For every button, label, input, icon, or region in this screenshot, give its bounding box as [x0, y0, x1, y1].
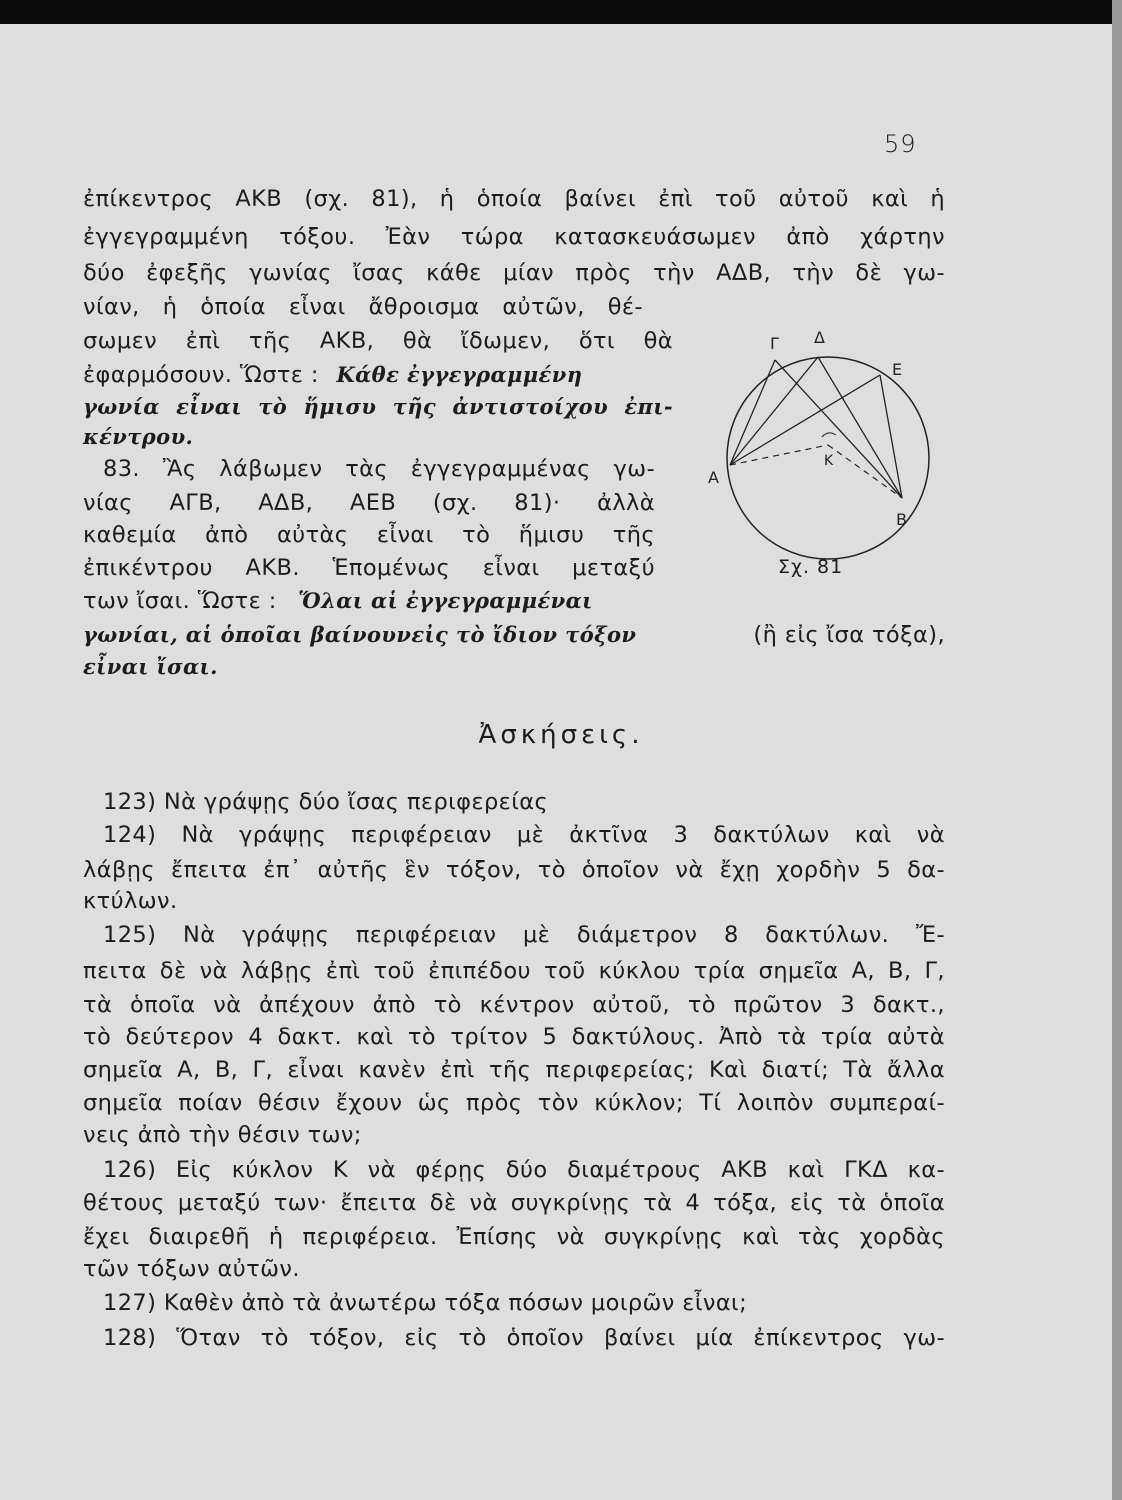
text-line: νίαν, ἡ ὁποία εἶναι ἄθροισμα αὐτῶν, θέ- [83, 294, 643, 320]
exercise-line: τὸ δεύτερον 4 δακτ. καὶ τὸ τρίτον 5 δακτύλους. Ἀπὸ τὰ τρία αὐτὰ [83, 1024, 945, 1050]
exercise-line: σημεῖα ποίαν θέσιν ἔχουν ὡς πρὸς τὸν κύκλον; Τί λοιπὸν συμπεραί- [83, 1090, 945, 1116]
theorem-text: κέντρου. [83, 424, 194, 449]
text-line: 83. Ἂς λάβωμεν τὰς ἐγγεγραμμένας γω- [103, 456, 655, 482]
text-line: σωμεν ἐπὶ τῆς ΑΚΒ, θὰ ἴδωμεν, ὅτι θὰ [83, 328, 673, 354]
text-line: καθεμία ἀπὸ αὐτὰς εἶναι τὸ ἥμισυ τῆς [83, 522, 655, 548]
radius-AK [730, 445, 828, 465]
text-line [83, 620, 945, 650]
text-line: ἐπίκεντρος ΑΚΒ (σχ. 81), ἡ ὁποία βαίνει ἐπὶ τοῦ αὐτοῦ καὶ ἡ [83, 186, 945, 212]
angle-mark [822, 433, 836, 437]
exercise-line: λάβῃς ἔπειτα ἐπ᾽ αὐτῆς ἓν τόξον, τὸ ὁποῖον νὰ ἔχῃ χορδὴν 5 δα- [83, 857, 945, 883]
text-regular: (ἢ εἰς ἴσα τόξα), [753, 622, 945, 648]
text-line [83, 360, 683, 390]
figure-caption: Σχ. 81 [778, 556, 844, 578]
radius-KB [828, 445, 902, 498]
section-heading: Ἀσκήσεις. [478, 720, 644, 750]
text-line: ἐπικέντρου ΑΚΒ. Ἑπομένως εἶναι μεταξύ [83, 555, 655, 581]
label-beta: Β [896, 510, 907, 529]
exercise-line: σημεῖα Α, Β, Γ, εἶναι κανὲν ἐπὶ τῆς περιφερείας; Καὶ διατί; Τὰ ἄλλα [83, 1057, 945, 1083]
exercise-line: κτύλων. [83, 888, 178, 914]
text-line: νίας ΑΓΒ, ΑΔΒ, ΑΕΒ (σχ. 81)· ἀλλὰ [83, 490, 655, 516]
page-number: 59 [884, 130, 917, 158]
scan-right-edge [1112, 0, 1122, 1500]
chord-GB [775, 360, 902, 498]
exercise-line: νεις ἀπὸ τὴν θέσιν των; [83, 1122, 362, 1148]
exercise-line: πειτα δὲ νὰ λάβῃς ἐπὶ τοῦ ἐπιπέδου τοῦ κύκλου τρία σημεῖα Α, Β, Γ, [83, 958, 945, 984]
text-line: ἐγγεγραμμένη τόξου. Ἐὰν τώρα κατασκευάσωμεν ἀπὸ χάρτην [83, 224, 945, 250]
label-delta: Δ [814, 328, 825, 347]
chord-AE [730, 375, 880, 465]
text-regular: ἐφαρμόσουν. Ὥστε : [83, 362, 319, 388]
text-line: δύο ἐφεξῆς γωνίας ἴσας κάθε μίαν πρὸς τὴν ΑΔΒ, τὴν δὲ γω- [83, 260, 945, 286]
theorem-text: Ὅλαι αἱ ἐγγεγραμμέναι [298, 588, 593, 613]
label-alpha: Α [708, 468, 719, 487]
exercise-line: ἔχει διαιρεθῆ ἡ περιφέρεια. Ἐπίσης νὰ συγκρίνῃς καὶ τὰς χορδὰς [83, 1224, 945, 1250]
theorem-text: γωνίαι, αἱ ὁποῖαι βαίνουνεἰς τὸ ἴδιον τόξον [83, 622, 637, 647]
text-line [83, 586, 683, 616]
label-epsilon: Ε [892, 360, 903, 379]
exercise-line: θέτους μεταξύ των· ἔπειτα δὲ νὰ συγκρίνῃς τὰ 4 τόξα, εἰς τὰ ὁποῖα [83, 1190, 945, 1216]
label-kappa: Κ [824, 453, 834, 469]
scan-top-edge [0, 0, 1122, 24]
exercise-line: 125) Νὰ γράψῃς περιφέρειαν μὲ διάμετρον 8 δακτύλων. Ἔ- [103, 922, 945, 948]
theorem-text: εἶναι ἴσαι. [83, 654, 218, 679]
exercise-line: 128) Ὅταν τὸ τόξον, εἰς τὸ ὁποῖον βαίνει μία ἐπίκεντρος γω- [103, 1325, 945, 1351]
exercise-line: τῶν τόξων αὐτῶν. [83, 1256, 300, 1282]
exercise-line: 127) Καθὲν ἀπὸ τὰ ἀνωτέρω τόξα πόσων μοιρῶν εἶναι; [103, 1290, 748, 1316]
theorem-text: Κάθε ἐγγεγραμμένη [336, 362, 583, 387]
chord-AG [730, 360, 775, 465]
exercise-line: 124) Νὰ γράψῃς περιφέρειαν μὲ ἀκτῖνα 3 δακτύλων καὶ νὰ [103, 822, 945, 848]
exercise-line: 126) Εἰς κύκλον Κ νὰ φέρῃς δύο διαμέτρους ΑΚΒ καὶ ΓΚΔ κα- [103, 1157, 945, 1183]
text-regular: των ἴσαι. Ὥστε : [83, 588, 277, 614]
exercise-line: 123) Νὰ γράψῃς δύο ἴσας περιφερείας [103, 789, 549, 815]
label-gamma: Γ [770, 334, 779, 353]
theorem-text: γωνία εἶναι τὸ ἥμισυ τῆς ἀντιστοίχου ἐπι- [83, 394, 673, 419]
exercise-line: τὰ ὁποῖα νὰ ἀπέχουν ἀπὸ τὸ κέντρον αὐτοῦ, τὸ πρῶτον 3 δακτ., [83, 992, 945, 1018]
